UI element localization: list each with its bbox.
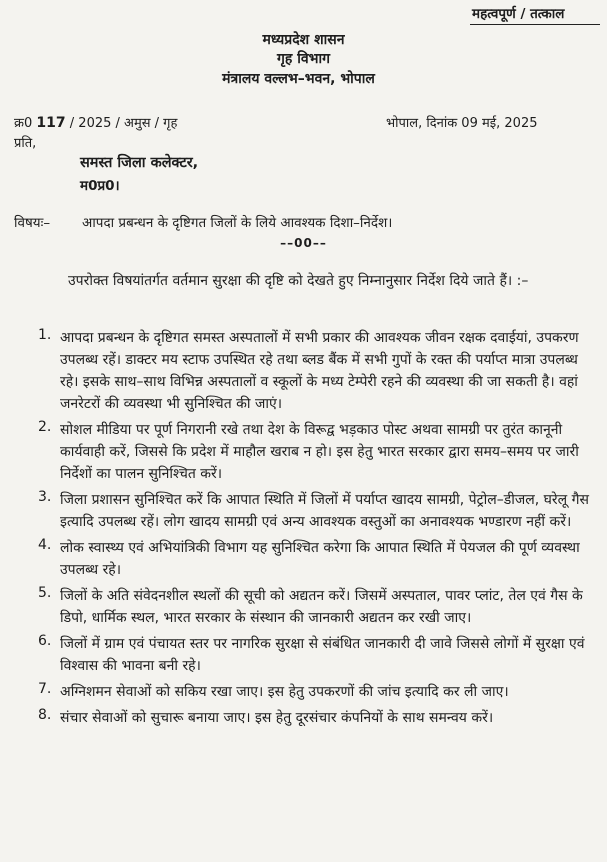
header-government: मध्यप्रदेश शासन	[262, 32, 345, 48]
addressee-line-2: म0प्र0।	[80, 178, 120, 194]
subject-label: विषयः–	[14, 215, 51, 231]
reference-suffix: / 2025 / अमुस / गृह	[69, 116, 178, 131]
item-number: 7.	[38, 681, 52, 697]
item-number: 8.	[38, 707, 52, 723]
priority-marking: महत्वपूर्ण / तत्काल	[472, 6, 565, 22]
item-text: आपदा प्रबन्धन के दृष्टिगत समस्त अस्पतालों में सभी प्रकार की आवश्यक जीवन रक्षक दवाईयां, उपकरण उपलब्ध रहें। डाक्टर मय स्टाफ उपस्थित रहे तथा ब्लड बैंक में सभी गुपों के रक्त की पर्याप्त मात्रा उपलब्ध रहे। इसके साथ–साथ विभिन्न अस्पतालों व स्कूलों के मध्य टेम्पेरी रहने की व्यवस्था की जा सकती है। वहां जनरेटरों की व्यवस्था भी सुनिश्चित की जाएं।	[60, 330, 579, 412]
list-item	[0, 419, 607, 485]
list-item	[0, 633, 607, 677]
item-text: सोशल मीडिया पर पूर्ण निगरानी रखे तथा देश के विरूद्व भड़काउ पोस्ट अथवा सामग्री पर तुरंत कानूनी कार्यवाही करें, जिससे कि प्रदेश में माहौल खराब न हो। इस हेतु भारत सरकार द्वारा समय–समय पर जारी निर्देशों का पालन सुनिश्चित करें।	[60, 422, 579, 482]
item-number: 6.	[38, 633, 52, 649]
list-item	[0, 585, 607, 629]
item-number: 3.	[38, 489, 52, 505]
addressee-line-1: समस्त जिला कलेक्टर,	[80, 155, 199, 171]
intro-paragraph: उपरोक्त विषयांतर्गत वर्तमान सुरक्षा की दृष्टि को देखते हुए निम्नानुसार निर्देश दिये जाते हैं। :–	[68, 273, 529, 289]
reference-serial: 117	[36, 115, 66, 131]
item-number: 4.	[38, 537, 52, 553]
header-department: गृह विभाग	[277, 51, 330, 67]
list-item	[0, 327, 607, 415]
separator: ––00––	[280, 236, 327, 250]
item-text: संचार सेवाओं को सुचारू बनाया जाए। इस हेतु दूरसंचार कंपनियों के साथ समन्वय करें।	[60, 710, 494, 726]
item-text: जिलों के अति संवेदनशील स्थलों की सूची को अद्यतन करें। जिसमें अस्पताल, पावर प्लांट, तेल एवं गैस के डिपो, धार्मिक स्थल, भारत सरकार के संस्थान की जानकारी अद्यतन कर रखी जाए।	[60, 588, 583, 626]
list-item	[0, 707, 607, 729]
item-text: अग्निशमन सेवाओं को सकिय रखा जाए। इस हेतु उपकरणों की जांच इत्यादि कर ली जाए।	[60, 684, 509, 700]
directives-list	[0, 327, 607, 733]
date-line: भोपाल, दिनांक 09 मई, 2025	[386, 116, 538, 131]
to-label: प्रति,	[14, 136, 37, 151]
priority-underline	[470, 24, 600, 25]
item-text: जिला प्रशासन सुनिश्चित करें कि आपात स्थिति में जिलों में पर्याप्त खादय सामग्री, पेट्रोल–डीजल, घरेलू गैस इत्यादि उपलब्ध रहें। लोग खादय सामग्री एवं अन्य आवश्यक वस्तुओं का अनावश्यक भण्डारण नहीं करें।	[60, 492, 589, 530]
list-item	[0, 681, 607, 703]
item-text: जिलों में ग्राम एवं पंचायत स्तर पर नागरिक सुरक्षा से संबंधित जानकारी दी जावे जिससे लोगों में सुरक्षा एवं विश्वास की भावना बनी रहे।	[60, 636, 585, 674]
item-number: 2.	[38, 419, 52, 435]
header-address: मंत्रालय वल्लभ–भवन, भोपाल	[222, 71, 375, 87]
list-item	[0, 489, 607, 533]
reference-prefix: क्र0	[14, 116, 33, 131]
subject-text: आपदा प्रबन्धन के दृष्टिगत जिलों के लिये आवश्यक दिशा–निर्देश।	[82, 215, 393, 231]
list-item	[0, 537, 607, 581]
item-text: लोक स्वास्थ्य एवं अभियांत्रिकी विभाग यह सुनिश्चित करेगा कि आपात स्थिति में पेयजल की पूर्ण व्यवस्था उपलब्ध रहे।	[60, 540, 580, 578]
reference-number	[14, 113, 177, 131]
item-number: 5.	[38, 585, 52, 601]
item-number: 1.	[38, 327, 52, 343]
